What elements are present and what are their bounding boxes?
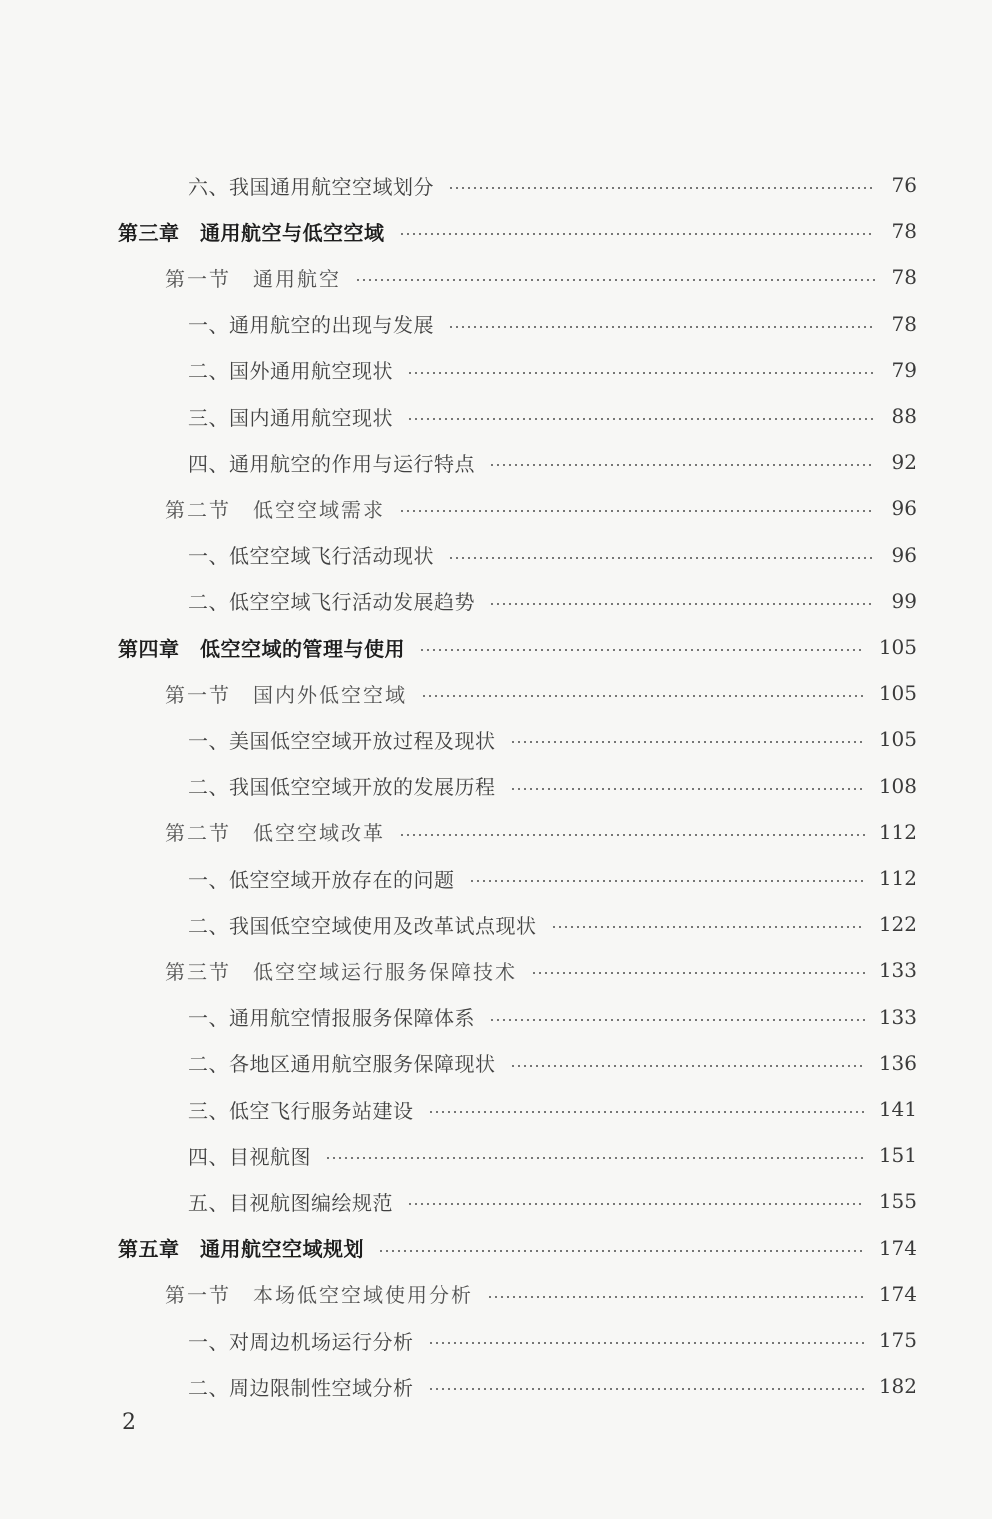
toc-entry-title: 第一节 本场低空空域使用分析 <box>165 1283 473 1308</box>
toc-entry-page: 112 <box>878 866 917 890</box>
toc-entry-title: 二、我国低空空域开放的发展历程 <box>188 775 496 800</box>
toc-item-row <box>188 347 917 393</box>
toc-entry-page: 105 <box>878 727 917 752</box>
toc-item-row <box>188 1178 917 1224</box>
toc-entry-page: 112 <box>878 819 917 844</box>
toc-entry-page: 182 <box>878 1374 917 1399</box>
dot-leader <box>510 741 865 743</box>
dot-leader <box>419 649 865 651</box>
toc-entry-title: 第一节 通用航空 <box>165 266 341 291</box>
toc-entry-page: 108 <box>878 773 917 798</box>
toc-entry-page: 133 <box>878 958 917 983</box>
dot-leader <box>407 1203 865 1205</box>
toc-entry-title: 四、通用航空的作用与运行特点 <box>188 451 475 476</box>
dot-leader <box>355 279 875 281</box>
toc-entry-page: 141 <box>878 1097 917 1121</box>
toc-entry-title: 一、美国低空空域开放过程及现状 <box>188 728 496 753</box>
toc-item-row <box>188 162 917 208</box>
toc-section-row <box>165 947 917 993</box>
toc-entry-title: 第五章 通用航空空域规划 <box>118 1237 364 1262</box>
toc-entry-page: 105 <box>878 681 917 706</box>
dot-leader <box>489 1019 865 1021</box>
toc-entry-title: 第三节 低空空域运行服务保障技术 <box>165 959 517 984</box>
toc-entry-title: 一、低空空域飞行活动现状 <box>188 544 434 569</box>
toc-entry-page: 78 <box>891 265 917 290</box>
dot-leader <box>489 603 875 605</box>
toc-entry-page: 88 <box>891 404 917 428</box>
dot-leader <box>399 510 875 512</box>
dot-leader <box>448 187 875 189</box>
dot-leader <box>428 1388 865 1390</box>
toc-item-row <box>188 994 917 1040</box>
dot-leader <box>448 557 875 559</box>
toc-chapter-row <box>118 1225 917 1271</box>
toc-section-row <box>165 254 917 300</box>
toc-section-row <box>165 809 917 855</box>
toc-item-row <box>188 301 917 347</box>
toc-entry-page: 92 <box>891 450 917 475</box>
toc-item-row <box>188 1132 917 1178</box>
toc-entry-page: 105 <box>878 635 917 659</box>
toc-entry-page: 76 <box>891 173 917 197</box>
dot-leader <box>421 695 865 697</box>
toc-item-row <box>188 393 917 439</box>
toc-entry-title: 二、我国低空空域使用及改革试点现状 <box>188 913 537 938</box>
toc-entry-page: 151 <box>878 1143 917 1168</box>
dot-leader <box>510 1065 865 1067</box>
toc-entry-page: 78 <box>891 219 917 244</box>
toc-item-row <box>188 578 917 624</box>
toc-entry-page: 136 <box>878 1050 917 1075</box>
dot-leader <box>428 1342 865 1344</box>
toc-entry-title: 三、低空飞行服务站建设 <box>188 1098 414 1123</box>
toc-entry-title: 第一节 国内外低空空域 <box>165 682 407 707</box>
toc-entry-title: 一、对周边机场运行分析 <box>188 1329 414 1354</box>
toc-entry-page: 96 <box>891 496 917 521</box>
dot-leader <box>489 464 875 466</box>
toc-entry-title: 一、通用航空情报服务保障体系 <box>188 1006 475 1031</box>
toc-entry-page: 175 <box>878 1328 917 1352</box>
toc-entry-title: 第四章 低空空域的管理与使用 <box>118 636 405 661</box>
toc-entry-page: 96 <box>891 542 917 567</box>
toc-entry-title: 二、国外通用航空现状 <box>188 359 393 384</box>
toc-entry-title: 第二节 低空空域需求 <box>165 497 385 522</box>
dot-leader <box>325 1157 865 1159</box>
toc-item-row <box>188 1086 917 1132</box>
toc-entry-title: 二、低空空域飞行活动发展趋势 <box>188 590 475 615</box>
toc-entry-title: 二、各地区通用航空服务保障现状 <box>188 1052 496 1077</box>
dot-leader <box>407 418 875 420</box>
toc-entry-page: 133 <box>878 1004 917 1029</box>
toc-entry-title: 二、周边限制性空域分析 <box>188 1375 414 1400</box>
toc-entry-title: 一、通用航空的出现与发展 <box>188 313 434 338</box>
toc-entry-page: 155 <box>878 1189 917 1214</box>
toc-entry-title: 五、目视航图编绘规范 <box>188 1190 393 1215</box>
toc-entry-page: 99 <box>891 588 917 613</box>
dot-leader <box>510 788 865 790</box>
toc-entry-title: 一、低空空域开放存在的问题 <box>188 867 455 892</box>
toc-item-row <box>188 855 917 901</box>
toc-section-row <box>165 670 917 716</box>
toc-chapter-row <box>118 624 917 670</box>
toc-item-row <box>188 1040 917 1086</box>
dot-leader <box>448 326 875 328</box>
dot-leader <box>407 372 875 374</box>
toc-item-row <box>188 439 917 485</box>
toc-section-row <box>165 1271 917 1317</box>
toc-chapter-row <box>118 208 917 254</box>
toc-item-row <box>188 1363 917 1409</box>
toc-entry-page: 174 <box>878 1235 917 1260</box>
dot-leader <box>531 972 865 974</box>
dot-leader <box>469 880 865 882</box>
toc-entry-title: 第三章 通用航空与低空空域 <box>118 220 385 245</box>
toc-item-row <box>188 763 917 809</box>
toc-entry-title: 四、目视航图 <box>188 1144 311 1169</box>
dot-leader <box>428 1111 865 1113</box>
dot-leader <box>399 834 865 836</box>
dot-leader <box>551 926 865 928</box>
dot-leader <box>399 233 876 235</box>
toc-item-row <box>188 716 917 762</box>
toc-entry-title: 三、国内通用航空现状 <box>188 405 393 430</box>
toc-item-row <box>188 901 917 947</box>
toc-entry-title: 六、我国通用航空空域划分 <box>188 174 434 199</box>
dot-leader <box>487 1296 865 1298</box>
toc-entry-page: 78 <box>891 311 917 336</box>
toc-entry-title: 第二节 低空空域改革 <box>165 821 385 846</box>
dot-leader <box>378 1250 865 1252</box>
toc-entry-page: 174 <box>878 1281 917 1306</box>
toc-entry-page: 79 <box>891 357 917 382</box>
page-number: 2 <box>122 1410 136 1435</box>
toc-item-row <box>188 1317 917 1363</box>
toc-entry-page: 122 <box>878 912 917 937</box>
toc-item-row <box>188 532 917 578</box>
toc-section-row <box>165 485 917 531</box>
